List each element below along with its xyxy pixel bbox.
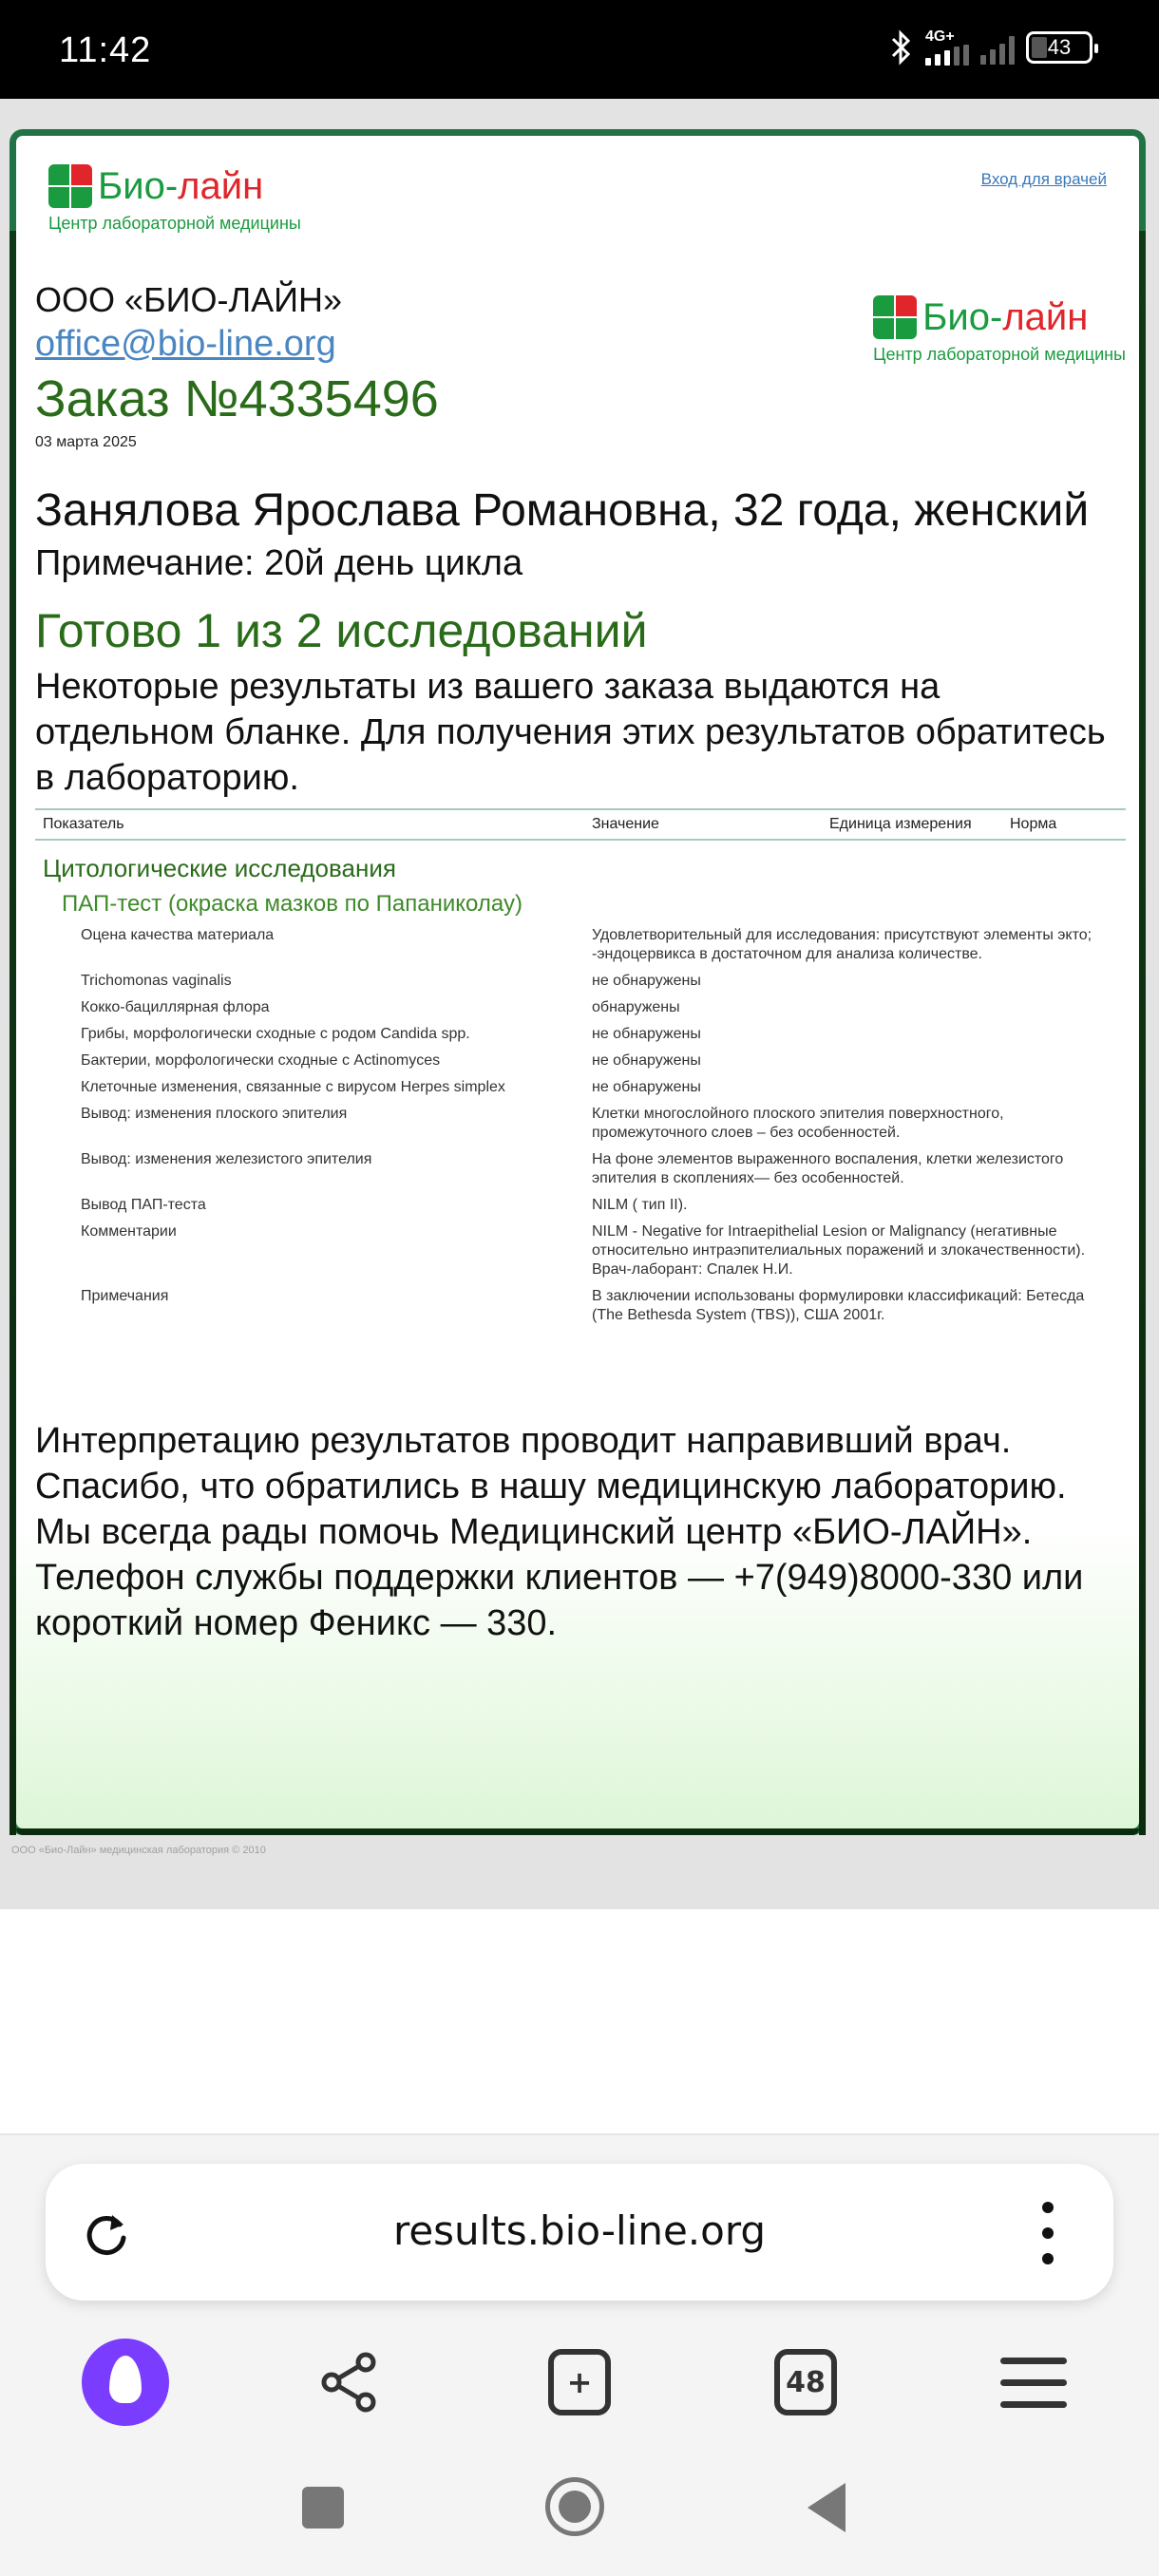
logo-subtitle: Центр лабораторной медицины [48, 214, 301, 233]
share-icon [316, 2349, 383, 2415]
table-row: Вывод ПАП-теста NILM ( тип II). [81, 1197, 688, 1213]
table-row: Вывод: изменения плоского эпителия Клетки многослойного плоского эпителия поверхностного, промежуточного слоев – без особенностей. [81, 1106, 1004, 1141]
results-frame [10, 129, 1146, 1835]
col-header-norm: Норма [1002, 809, 1126, 840]
patient-note: Примечание: 20й день цикла [35, 543, 523, 583]
browser-toolbar [0, 2335, 1159, 2439]
info-message: Некоторые результаты из вашего заказа выдаются на отдельном бланке. Для получения этих результатов обратитесь в лабораторию. [35, 667, 1106, 798]
plus-icon: + [548, 2349, 611, 2415]
patient-info: Занялова Ярослава Романовна, 32 года, женский [35, 485, 1090, 536]
new-tab-button[interactable] [532, 2335, 627, 2430]
clock: 11:42 [59, 30, 152, 70]
table-row: Бактерии, морфологически сходные с Actinomyces не обнаружены [81, 1052, 701, 1069]
network-type: 4G+ [925, 28, 955, 45]
document-logo: Био-лайн Центр лабораторной медицины [873, 296, 1126, 364]
results-table [35, 808, 1126, 1329]
closing-message: Интерпретацию результатов проводит направивший врач. Спасибо, что обратились в нашу медицинскую лабораторию. Мы всегда рады помочь Медицинский центр «БИО-ЛАЙН». Телефон службы поддержки клиентов — +7(949)8000-330 или короткий номер Феникс — 330. [35, 1421, 1084, 1643]
url-text[interactable]: results.bio-line.org [392, 2207, 767, 2254]
share-button[interactable] [302, 2335, 397, 2430]
col-header-indicator: Показатель [35, 809, 584, 840]
order-title: Заказ №4335496 [35, 370, 439, 427]
col-header-value: Значение [584, 809, 822, 840]
home-button[interactable] [545, 2477, 604, 2536]
alice-assistant-button[interactable] [78, 2335, 173, 2430]
tabs-count: 48 [774, 2349, 837, 2415]
copyright: ООО «Био-Лайн» медицинская лаборатория © 2010 [11, 1845, 266, 1856]
web-page [0, 99, 1159, 2131]
table-row: Кокко-бациллярная флора обнаружены [81, 999, 680, 1015]
table-row: Примечания В заключении использованы формулировки классификаций: Бетесда (The Bethesda System (TBS)), США 2001г. [81, 1288, 1085, 1323]
doctor-login-link[interactable]: Вход для врачей [980, 170, 1107, 188]
tabs-button[interactable] [758, 2335, 853, 2430]
table-row: Грибы, морфологически сходные с родом Candida spp. не обнаружены [81, 1026, 701, 1042]
document-content [35, 278, 1126, 1329]
system-nav-bar [0, 2477, 1159, 2572]
bluetooth-icon [889, 28, 914, 66]
battery-icon: 43 [1026, 31, 1092, 64]
back-button[interactable] [808, 2483, 846, 2532]
status-bar [0, 0, 1159, 99]
alice-icon [82, 2339, 169, 2426]
table-row: Вывод: изменения железистого эпителия На фоне элементов выраженного воспаления, клетки железистого эпителия в скоплениях— без особенностей. [81, 1151, 1064, 1186]
menu-button[interactable] [986, 2335, 1081, 2430]
company-name: ООО «БИО-ЛАЙН» [35, 280, 343, 319]
signal-icon [925, 45, 969, 66]
email-link[interactable]: office@bio-line.org [35, 324, 336, 364]
menu-icon [1000, 2358, 1067, 2408]
status-icons [889, 28, 1092, 66]
col-header-unit: Единица измерения [822, 809, 1002, 840]
browser-bottom-bar [0, 2133, 1159, 2576]
logo-icon [48, 164, 92, 208]
table-row: Trichomonas vaginalis не обнаружены [81, 973, 701, 989]
site-logo[interactable]: Био-лайн Центр лабораторной медицины [48, 165, 301, 233]
category-heading: Цитологические исследования [43, 854, 396, 882]
table-row: Комментарии NILM - Negative for Intraepithelial Lesion or Malignancy (негативные относительно интраэпителиальных поражений и злокачественности). Врач-лаборант: Спалек Н.И. [81, 1223, 1086, 1278]
ready-status: Готово 1 из 2 исследований [35, 604, 648, 657]
address-bar[interactable] [46, 2164, 1113, 2301]
table-row: Оцена качества материала Удовлетворительный для исследования: присутствуют элементы экто; -эндоцервикса в достаточном для анализа количестве. [81, 927, 1092, 962]
order-date: 03 марта 2025 [35, 434, 137, 450]
recents-button[interactable] [302, 2487, 344, 2529]
subcategory-heading: ПАП-тест (окраска мазков по Папаниколау) [62, 891, 522, 917]
more-options-icon[interactable] [1041, 2202, 1054, 2264]
table-row: Клеточные изменения, связанные с вирусом Herpes simplex не обнаружены [81, 1079, 701, 1095]
signal-icon [980, 30, 1015, 65]
